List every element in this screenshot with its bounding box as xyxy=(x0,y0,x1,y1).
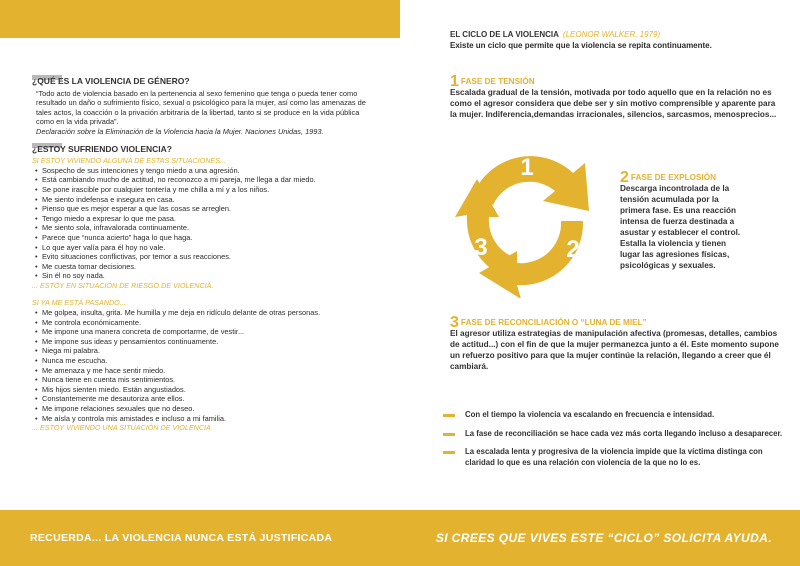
footer-right-slogan: SI CREES QUE VIVES ESTE “CICLO” SOLICITA AYUDA. xyxy=(435,531,772,545)
note-item: La escalada lenta y progresiva de la violencia impide que la víctima distinga con claridad lo que es una relación con violencia de la que no lo es. xyxy=(443,447,788,468)
definition-source: Declaración sobre la Eliminación de la Violencia hacia la Mujer. Naciones Unidas, 1993. xyxy=(36,126,324,136)
list-item: • Me amenaza y me hace sentir miedo. xyxy=(32,366,372,376)
list-item: • Lo que ayer valía para él hoy no vale. xyxy=(32,243,372,253)
cycle-label-3: 3 xyxy=(474,234,488,261)
notes-list xyxy=(443,410,788,476)
list-item: • Sin él no soy nada. xyxy=(32,271,372,281)
phase-3 xyxy=(450,314,780,372)
risk-outro: ... ESTOY EN SITUACIÓN DE RIESGO DE VIOLENCIA. xyxy=(32,280,214,290)
note-item: Con el tiempo la violencia va escalando en frecuencia e intensidad. xyxy=(443,410,788,421)
list-item: • Nunca me escucha. xyxy=(32,356,372,366)
phase-number: 2 xyxy=(620,169,629,186)
top-accent-band xyxy=(0,0,400,38)
list-item: • Niega mi palabra. xyxy=(32,346,372,356)
phase-desc: Escalada gradual de la tensión, motivada por todo aquello que en la relación no es como el agresor considera que debe ser y sin motivo comprensible y aparente para la mujer. Indiferencia,demandas irracionales, silencios, sarcasmos, menosprecios... xyxy=(450,88,777,119)
phase-title: FASE DE TENSIÓN xyxy=(460,77,535,86)
phase-desc: Descarga incontrolada de la tensión acumulada por la primera fase. Es una reacción intensa de fuerza destinada a asustar y establecer el control. Estalla la violencia y tienen lugar las agresiones físicas, psicológicas y sexuales. xyxy=(620,184,741,270)
phase-title: FASE DE RECONCILIACIÓN O “LUNA DE MIEL” xyxy=(460,318,647,327)
cycle-author: (LEONOR WALKER, 1979) xyxy=(562,30,661,39)
definition-quote: “Todo acto de violencia basado en la pertenencia al sexo femenino que tenga o pueda tener como resultado un daño o sufrimiento físico, sexual o psicológico para la mujer, así como las amenazas de tales actos, la coacción o la privación arbitraria de la libertad, tanto si se produce en la vida pública como en la vida privada”. xyxy=(36,88,366,127)
right-column xyxy=(450,30,780,51)
list-item: • Me impone una manera concreta de comportarme, de vestir... xyxy=(32,327,372,337)
note-dash-icon xyxy=(443,451,455,454)
phase-title: FASE DE EXPLOSIÓN xyxy=(630,173,716,182)
section-heading-what-is: ¿QUÉ ES LA VIOLENCIA DE GÉNERO? xyxy=(32,76,190,86)
phase-desc: El agresor utiliza estrategias de manipulación afectiva (promesas, detalles, cambios de actitud...) con el fin de que la mujer permanezca junto a él. Este momento supone un refuerzo positivo para que la mujer continúe la relación, llegando a creer que él cambiará. xyxy=(450,329,779,371)
list-item: • Se pone irascible por cualquier tontería y me chilla a mí y a los niños. xyxy=(32,185,372,195)
violence-list xyxy=(32,308,372,423)
phase-number: 1 xyxy=(450,73,459,90)
cycle-arrows-icon xyxy=(455,133,600,298)
note-dash-icon xyxy=(443,433,455,436)
list-item: • Constantemente me desautoriza ante ellos. xyxy=(32,394,372,404)
list-item: • Evito situaciones conflictivas, por temor a sus reacciones. xyxy=(32,252,372,262)
cycle-subtitle: Existe un ciclo que permite que la violencia se repita continuamente. xyxy=(450,40,712,50)
risk-intro: SI ESTOY VIVIENDO ALGUNA DE ESTAS SITUACIONES... xyxy=(32,156,226,166)
list-item: • Me cuesta tomar decisiones. xyxy=(32,262,372,272)
list-item: • Parece que “nunca acierto” haga lo que haga. xyxy=(32,233,372,243)
phase-1 xyxy=(450,73,780,120)
violence-intro: SI YA ME ESTÁ PASANDO... xyxy=(32,298,126,308)
list-item: • Me aísla y controla mis amistades e incluso a mi familia. xyxy=(32,414,372,424)
left-column xyxy=(32,77,372,433)
violence-outro: ... ESTOY VIVIENDO UNA SITUACIÓN DE VIOLENCIA xyxy=(32,423,211,433)
list-item: • Pienso que es mejor esperar a que las cosas se arreglen. xyxy=(32,204,372,214)
note-item: La fase de reconciliación se hace cada vez más corta llegando incluso a desaparecer. xyxy=(443,429,788,440)
cycle-label-1: 1 xyxy=(520,154,534,181)
cycle-title: EL CICLO DE LA VIOLENCIA (LEONOR WALKER, 1979) xyxy=(450,30,661,39)
footer-band xyxy=(0,510,800,566)
list-item: • Mis hijos sienten miedo. Están angustiados. xyxy=(32,385,372,395)
list-item: • Me siento indefensa e insegura en casa. xyxy=(32,195,372,205)
list-item: • Me controla económicamente. xyxy=(32,318,372,328)
footer-left-slogan: RECUERDA... LA VIOLENCIA NUNCA ESTÁ JUSTIFICADA xyxy=(30,532,333,544)
list-item: • Me siento sola, infravalorada continuamente. xyxy=(32,223,372,233)
note-dash-icon xyxy=(443,414,455,417)
section-heading-am-i-suffering: ¿ESTOY SUFRIENDO VIOLENCIA? xyxy=(32,143,172,154)
cycle-label-2: 2 xyxy=(566,236,580,263)
risk-list xyxy=(32,166,372,281)
list-item: • Sospecho de sus intenciones y tengo miedo a una agresión. xyxy=(32,166,372,176)
list-item: • Tengo miedo a expresar lo que me pasa. xyxy=(32,214,372,224)
list-item: • Me impone sus ideas y pensamientos continuamente. xyxy=(32,337,372,347)
list-item: • Nunca tiene en cuenta mis sentimientos. xyxy=(32,375,372,385)
list-item: • Me impone relaciones sexuales que no deseo. xyxy=(32,404,372,414)
list-item: • Está cambiando mucho de actitud, no reconozco a mi pareja, me llega a dar miedo. xyxy=(32,175,372,185)
phase-number: 3 xyxy=(450,314,459,331)
list-item: • Me golpea, insulta, grita. Me humilla y me deja en ridículo delante de otras personas. xyxy=(32,308,372,318)
phase-2 xyxy=(620,169,745,271)
